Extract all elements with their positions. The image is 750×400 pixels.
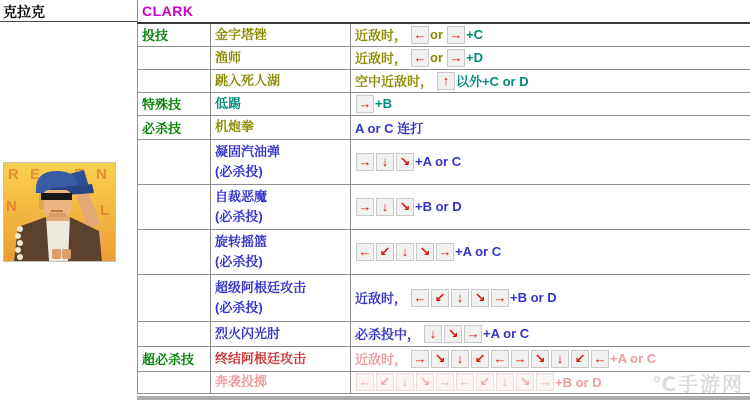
move-name-line: 低踢	[215, 95, 242, 111]
right-arrow-icon: →	[491, 289, 509, 307]
down-left-arrow-icon: ↙	[376, 373, 394, 391]
table-row	[138, 346, 750, 371]
command-text: 近敌时，	[355, 51, 408, 66]
command-cell	[351, 23, 750, 46]
command-text: +B or D	[415, 199, 462, 214]
left-arrow-icon: ←	[411, 26, 429, 44]
move-name-cell	[211, 184, 351, 229]
left-arrow-icon: ←	[491, 350, 509, 368]
command-text: +B	[375, 96, 392, 111]
up-arrow-icon: ↑	[437, 72, 455, 90]
move-table-body	[138, 23, 750, 393]
command-cell	[351, 184, 750, 229]
move-name-line: 跳入死人湖	[215, 72, 281, 88]
character-portrait	[3, 162, 116, 262]
command-cell	[351, 321, 750, 346]
right-arrow-icon: →	[511, 350, 529, 368]
command-text: +A or C	[483, 326, 530, 341]
down-left-arrow-icon: ↙	[571, 350, 589, 368]
svg-text:N: N	[96, 166, 107, 183]
command-cell	[351, 139, 750, 184]
move-name-line: (必杀投)	[215, 208, 263, 224]
category-cell: 超必杀技	[138, 346, 211, 371]
command-text: 空中近敌时，	[355, 74, 434, 89]
command-cell	[351, 92, 750, 115]
category-cell	[138, 274, 211, 321]
move-name-line: 奔袭投掷	[215, 374, 268, 389]
right-arrow-icon: →	[356, 198, 374, 216]
move-name-cell	[211, 274, 351, 321]
move-name-line: 烈火闪光肘	[215, 325, 281, 341]
category-cell: 必杀技	[138, 115, 211, 139]
command-cell	[351, 274, 750, 321]
down-left-arrow-icon: ↙	[376, 243, 394, 261]
command-text: +D	[466, 50, 483, 65]
right-arrow-icon: →	[436, 243, 454, 261]
down-right-arrow-icon: ↘	[416, 373, 434, 391]
down-right-arrow-icon: ↘	[531, 350, 549, 368]
table-row	[138, 23, 750, 46]
command-cell	[351, 229, 750, 274]
command-text: 近敌时，	[355, 28, 408, 44]
table-row	[138, 321, 750, 346]
right-arrow-icon: →	[356, 95, 374, 113]
table-row	[138, 115, 750, 139]
left-arrow-icon: ←	[456, 373, 474, 391]
left-arrow-icon: ←	[411, 289, 429, 307]
move-name-line: (必杀投)	[215, 253, 263, 269]
category-cell	[138, 229, 211, 274]
category-cell	[138, 371, 211, 393]
move-name-cell	[211, 92, 351, 115]
command-text: or	[430, 27, 444, 43]
command-text: 近敌时，	[355, 352, 408, 367]
down-left-arrow-icon: ↙	[476, 373, 494, 391]
down-arrow-icon: ↓	[376, 198, 394, 216]
table-row	[138, 139, 750, 184]
down-left-arrow-icon: ↙	[471, 350, 489, 368]
table-bottom-edge	[137, 396, 750, 400]
table-row	[138, 46, 750, 69]
table-row	[138, 184, 750, 229]
down-right-arrow-icon: ↘	[516, 373, 534, 391]
move-name-cell	[211, 321, 351, 346]
command-text: A or C 连打	[355, 120, 424, 136]
table-row	[138, 274, 750, 321]
table-row	[138, 69, 750, 92]
command-text: 必杀投中，	[355, 327, 421, 342]
command-cell	[351, 371, 750, 393]
move-name-cell	[211, 23, 351, 46]
left-arrow-icon: ←	[591, 350, 609, 368]
table-header-row	[138, 0, 750, 23]
move-name-line: 机炮拳	[215, 119, 255, 134]
command-text: +A or C	[455, 244, 502, 259]
down-right-arrow-icon: ↘	[396, 153, 414, 171]
category-cell	[138, 321, 211, 346]
command-text: +A or C	[610, 351, 657, 366]
left-arrow-icon: ←	[356, 243, 374, 261]
svg-text:R: R	[8, 166, 19, 183]
category-cell: 特殊技	[138, 92, 211, 115]
move-table	[137, 0, 750, 394]
category-cell	[138, 184, 211, 229]
down-arrow-icon: ↓	[551, 350, 569, 368]
move-name-line: 自裁恶魔	[215, 188, 268, 204]
left-arrow-icon: ←	[356, 373, 374, 391]
command-cell	[351, 346, 750, 371]
category-cell	[138, 139, 211, 184]
svg-text:N: N	[6, 198, 17, 215]
move-name-line: 渔师	[215, 49, 242, 65]
move-name-line: 金字塔锉	[215, 26, 268, 42]
character-name-title: 克拉克	[3, 4, 45, 20]
right-arrow-icon: →	[447, 26, 465, 44]
down-right-arrow-icon: ↘	[444, 325, 462, 343]
move-name-line: (必杀投)	[215, 163, 263, 179]
down-right-arrow-icon: ↘	[396, 198, 414, 216]
down-right-arrow-icon: ↘	[471, 289, 489, 307]
down-arrow-icon: ↓	[451, 350, 469, 368]
command-text: 以外+C or D	[456, 74, 529, 89]
left-arrow-icon: ←	[411, 49, 429, 67]
move-name-line: 凝固汽油弹	[215, 143, 281, 159]
down-arrow-icon: ↓	[451, 289, 469, 307]
command-text: +C	[466, 27, 483, 43]
table-row	[138, 92, 750, 115]
move-name-cell	[211, 346, 351, 371]
down-arrow-icon: ↓	[376, 153, 394, 171]
move-name-cell	[211, 229, 351, 274]
down-right-arrow-icon: ↘	[416, 243, 434, 261]
command-cell	[351, 46, 750, 69]
down-arrow-icon: ↓	[496, 373, 514, 391]
move-name-line: 终结阿根廷攻击	[215, 350, 307, 366]
move-name-line: (必杀投)	[215, 299, 263, 315]
right-arrow-icon: →	[536, 373, 554, 391]
svg-text:L: L	[100, 202, 110, 219]
category-cell	[138, 69, 211, 92]
move-name-cell	[211, 69, 351, 92]
command-cell	[351, 115, 750, 139]
move-name-cell	[211, 46, 351, 69]
right-arrow-icon: →	[436, 373, 454, 391]
command-text: +B or D	[555, 374, 602, 390]
down-right-arrow-icon: ↘	[431, 350, 449, 368]
right-arrow-icon: →	[411, 350, 429, 368]
table-row	[138, 229, 750, 274]
right-arrow-icon: →	[447, 49, 465, 67]
category-cell: 投技	[138, 23, 211, 46]
move-name-cell	[211, 139, 351, 184]
down-left-arrow-icon: ↙	[431, 289, 449, 307]
clark-portrait-art	[4, 163, 115, 261]
command-text: or	[430, 50, 444, 65]
category-cell	[138, 46, 211, 69]
command-cell	[351, 69, 750, 92]
down-arrow-icon: ↓	[396, 373, 414, 391]
svg-text:E: E	[30, 166, 41, 183]
watermark: ℃手游网	[651, 374, 744, 396]
command-text: 近敌时，	[355, 291, 408, 306]
move-name-cell	[211, 371, 351, 393]
down-arrow-icon: ↓	[396, 243, 414, 261]
table-header-title: CLARK	[138, 0, 750, 23]
down-arrow-icon: ↓	[424, 325, 442, 343]
move-name-cell	[211, 115, 351, 139]
move-name-line: 旋转摇篮	[215, 233, 268, 249]
move-name-line: 超级阿根廷攻击	[215, 279, 307, 295]
left-panel-divider	[0, 21, 138, 22]
right-arrow-icon: →	[356, 153, 374, 171]
right-arrow-icon: →	[464, 325, 482, 343]
command-text: +A or C	[415, 154, 462, 169]
table-row	[138, 371, 750, 393]
command-text: +B or D	[510, 290, 557, 305]
